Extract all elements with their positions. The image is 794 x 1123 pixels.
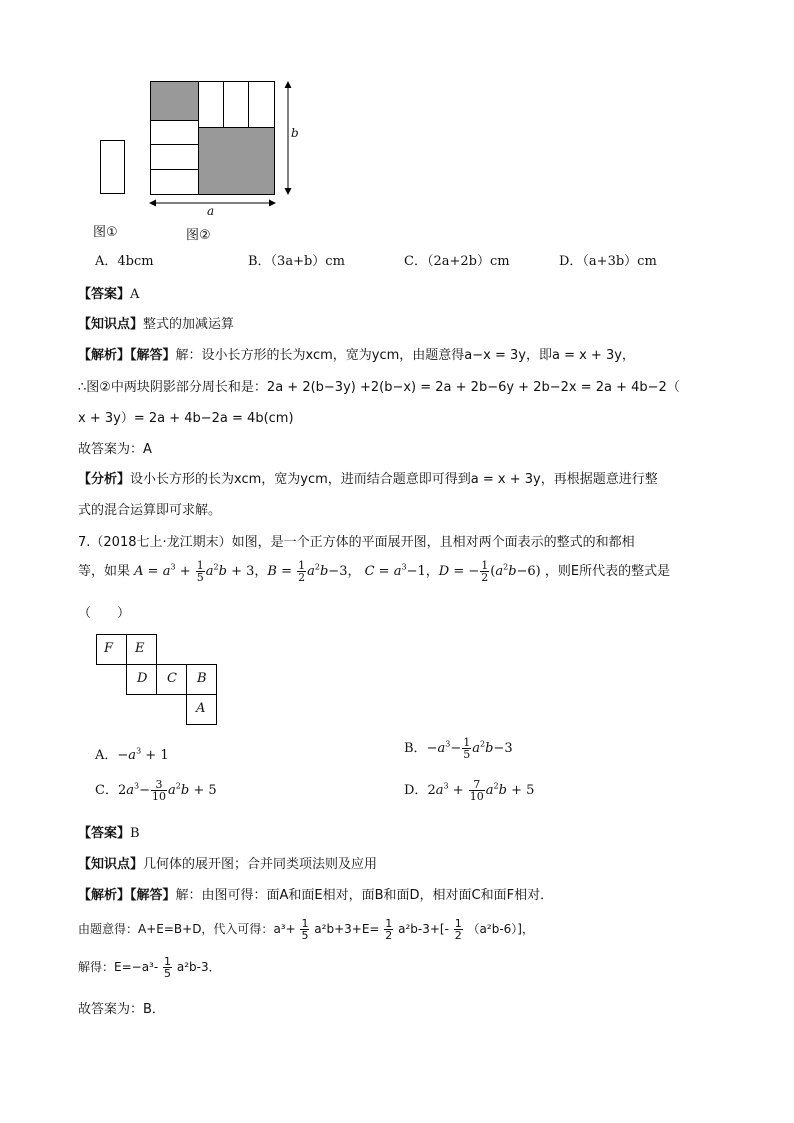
q7-stem-line-1: 7.（2018七上·龙江期末）如图，是一个正方体的平面展开图，且相对两个面表示的整式的和都相: [78, 535, 635, 550]
figure-1-label: 图①: [93, 225, 118, 240]
knowledge-tag: 【知识点】: [78, 317, 144, 332]
net-face-a: A: [196, 701, 206, 716]
q6-analysis-line-1: [78, 344, 635, 363]
figure-2-label: 图②: [186, 228, 211, 243]
net-face-d: D: [137, 671, 148, 686]
q7-analysis-line-2: 由题意得：A+E=B+D，代入可得：a³+ $\frac{1}{5}$ a²b+3+E= $\frac{1}{2}$ a²b-3+[- $\frac{1}{2}$ （a²b-6）]，: [78, 917, 534, 942]
knowledge-value: 整式的加减运算: [143, 317, 235, 332]
q7-conclusion: 故答案为：B．: [78, 1002, 165, 1017]
analysis-text: 解：设小长方形的长为xcm，宽为ycm，由题意得a−x = 3y，即a = x + 3y，: [175, 348, 635, 363]
q6-conclusion: 故答案为：A: [78, 442, 152, 457]
fenxi-text: 设小长方形的长为xcm，宽为ycm，进而结合题意即可得到a = x + 3y，再根据题意进行整: [130, 472, 658, 487]
q7-stem-line-2: 等，如果 $A = a^3$ + $\frac{1}{5}$ $a^2b + 3$，B = $\frac{1}{2}$ $a^2b-3$， $C = a^3-1$，D = − $\frac{1}{2}$ $(a^2b-6)$ ，则E所代表的整式是: [78, 559, 671, 584]
figure-2: [145, 75, 305, 215]
q7-knowledge-line: 【知识点】几何体的展开图；合并同类项法则及应用: [78, 857, 378, 872]
q6-fenxi-line-1: [78, 468, 658, 487]
q6-analysis-line-3: x + 3y）= 2a + 4b−2a = 4b(cm): [78, 411, 294, 426]
q6-answer-line: [78, 283, 139, 302]
fenxi-tag: 【分析】: [78, 472, 131, 487]
q7-option-b: B．$-a^3-$ $\frac{1}{5}$ $a^2b-3$: [404, 736, 513, 761]
dimension-a-label: a: [207, 204, 215, 218]
q7-option-c: C．$2a^3-$ $\frac{3}{10}$ $a^2b + 5$: [95, 778, 217, 803]
net-face-b: B: [197, 671, 207, 686]
q7-analysis-line-1: 【解析】【解答】解：由图可得：面A和面E相对，面B和面D，相对面C和面F相对．: [78, 888, 554, 903]
shaded-region-top-left: [151, 82, 199, 121]
q7-analysis-line-3: 解得：E=−a³- $\frac{1}{5}$ a²b-3．: [78, 955, 221, 980]
answer-value: A: [130, 287, 140, 302]
q6-knowledge-line: [78, 313, 234, 332]
figure-1: [100, 140, 126, 195]
q6-option-c: C．（2a+2b）cm: [404, 254, 510, 269]
q6-option-b: B．（3a+b）cm: [248, 254, 345, 269]
q6-option-a: A．4bcm: [95, 254, 154, 269]
analysis-tag: 【解析】【解答】: [78, 348, 176, 363]
shaded-region-bottom-right: [199, 128, 275, 195]
q7-option-d: D．$2a^3$ + $\frac{7}{10}$ $a^2b + 5$: [404, 778, 535, 803]
dimension-b-label: b: [291, 126, 299, 140]
answer-tag: 【答案】: [78, 287, 131, 302]
q6-analysis-line-2: ∴图②中两块阴影部分周长和是：2a + 2(b−3y) +2(b−x) = 2a + 2b−6y + 2b−2x = 2a + 4b−2（: [78, 380, 680, 395]
q6-fenxi-line-2: 式的混合运算即可求解。: [78, 503, 222, 518]
q7-given-expressions: $A = a^3$ + $\frac{1}{5}$ $a^2b + 3$，B = $\frac{1}{2}$ $a^2b-3$， $C = a^3-1$，D = − $\frac{1}{2}$ $(a^2b-6)$: [134, 559, 545, 584]
net-face-f: F: [104, 641, 114, 656]
net-face-e: E: [135, 641, 145, 656]
net-face-c: C: [167, 671, 177, 686]
q7-option-a: A．$-a^3 + 1$: [95, 746, 169, 763]
q6-option-d: D．（a+3b）cm: [559, 254, 657, 269]
q7-answer-line: 【答案】B: [78, 826, 140, 841]
q7-answer-paren: （ ）: [78, 606, 131, 621]
